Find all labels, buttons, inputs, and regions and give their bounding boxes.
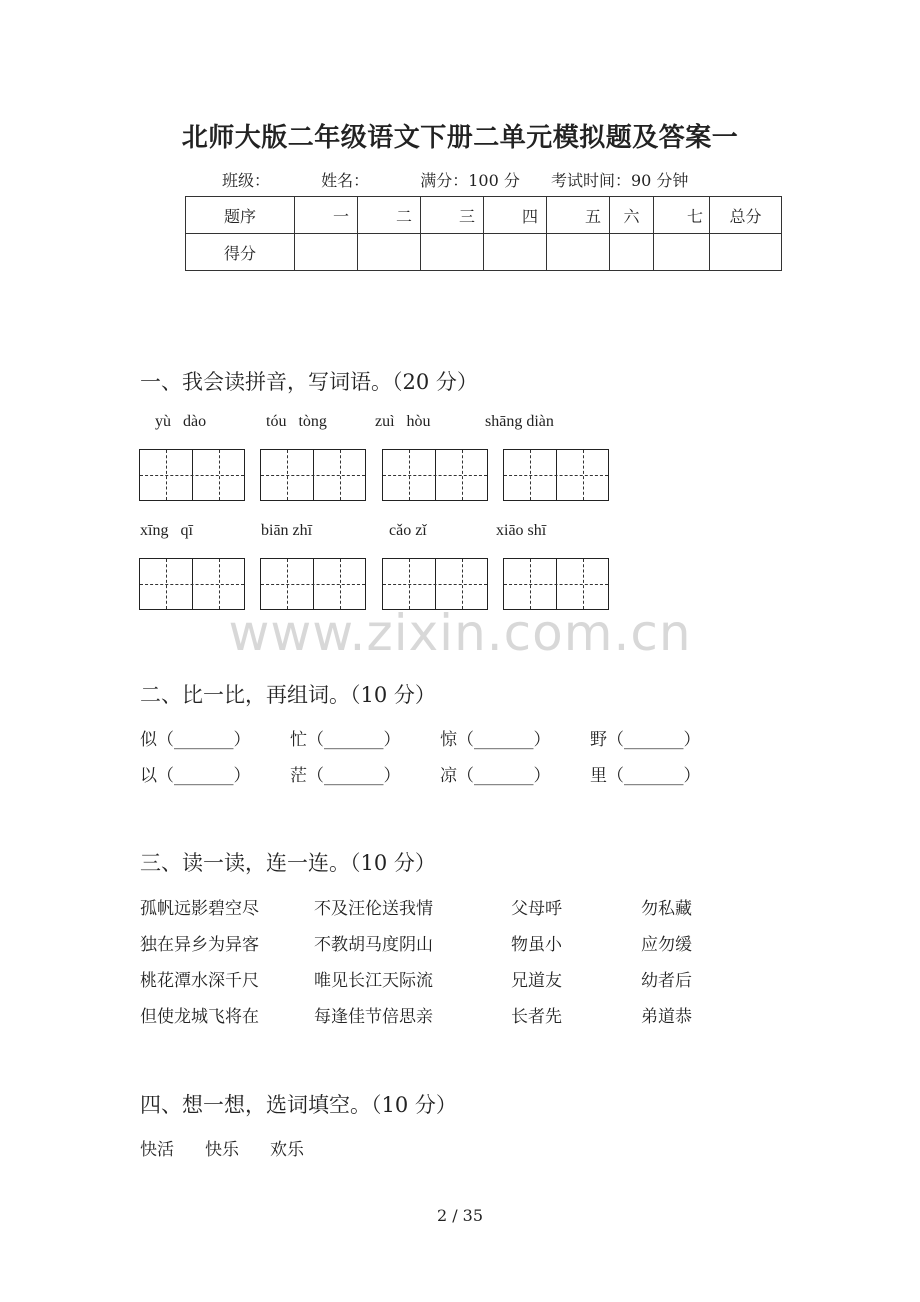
match-item[interactable]: 不教胡马度阴山 [314, 935, 433, 955]
writing-grid[interactable] [503, 558, 609, 610]
score-cell[interactable] [654, 234, 710, 271]
word-blank[interactable]: 茫（_______） [290, 766, 401, 786]
pinyin: xīng qī [140, 522, 193, 539]
match-item[interactable]: 不及汪伦送我情 [314, 899, 433, 919]
match-item[interactable]: 应勿缓 [641, 935, 692, 955]
word-option: 快活 [140, 1140, 174, 1160]
word-blank[interactable]: 里（_______） [590, 766, 701, 786]
word-blank[interactable]: 惊（_______） [440, 730, 551, 750]
row-label: 得分 [186, 234, 295, 271]
score-cell[interactable] [610, 234, 654, 271]
score-cell[interactable] [710, 234, 782, 271]
pinyin: shāng diàn [485, 413, 554, 430]
header-cell: 总分 [710, 197, 782, 234]
section1-heading: 一、我会读拼音，写词语。（20 分） [140, 370, 478, 394]
word-blank[interactable]: 凉（_______） [440, 766, 551, 786]
score-cell[interactable] [547, 234, 610, 271]
exam-time: 考试时间：90 分钟 [550, 171, 689, 190]
match-item[interactable]: 物虽小 [511, 935, 562, 955]
word-blank[interactable]: 以（_______） [140, 766, 251, 786]
class-label: 班级： [222, 171, 271, 190]
match-item[interactable]: 幼者后 [641, 971, 692, 991]
pinyin: zuì hòu [375, 413, 431, 430]
page-title: 北师大版二年级语文下册二单元模拟题及答案一 [181, 123, 739, 153]
score-cell[interactable] [421, 234, 484, 271]
writing-grid[interactable] [382, 449, 488, 501]
word-blank[interactable]: 忙（_______） [290, 730, 401, 750]
section2-heading: 二、比一比，再组词。（10 分） [140, 683, 436, 707]
pinyin: cǎo zǐ [389, 522, 427, 539]
match-item[interactable]: 兄道友 [511, 971, 562, 991]
header-cell: 五 [547, 197, 610, 234]
match-item[interactable]: 桃花潭水深千尺 [140, 971, 259, 991]
score-table-header [186, 197, 782, 234]
header-cell: 三 [421, 197, 484, 234]
match-item[interactable]: 弟道恭 [641, 1007, 692, 1027]
full-score: 满分：100 分 [420, 171, 520, 190]
writing-grid[interactable] [503, 449, 609, 501]
word-blank[interactable]: 似（_______） [140, 730, 251, 750]
section3-heading: 三、读一读，连一连。（10 分） [140, 851, 436, 875]
writing-grid[interactable] [139, 449, 245, 501]
word-option: 欢乐 [270, 1140, 304, 1160]
pinyin: biān zhī [261, 522, 313, 539]
match-item[interactable]: 父母呼 [511, 899, 562, 919]
score-cell[interactable] [358, 234, 421, 271]
section4-heading: 四、想一想，选词填空。（10 分） [140, 1093, 457, 1117]
word-blank[interactable]: 野（_______） [590, 730, 701, 750]
pinyin: tóu tòng [266, 413, 327, 430]
match-item[interactable]: 但使龙城飞将在 [140, 1007, 259, 1027]
header-cell: 二 [358, 197, 421, 234]
score-table-row [186, 234, 782, 271]
match-item[interactable]: 长者先 [511, 1007, 562, 1027]
header-cell: 一 [295, 197, 358, 234]
match-item[interactable]: 孤帆远影碧空尽 [140, 899, 259, 919]
score-cell[interactable] [484, 234, 547, 271]
header-cell: 四 [484, 197, 547, 234]
page-number: 2 / 35 [436, 1206, 484, 1225]
match-item[interactable]: 每逢佳节倍思亲 [314, 1007, 433, 1027]
score-table [185, 196, 782, 271]
match-item[interactable]: 独在异乡为异客 [140, 935, 259, 955]
match-item[interactable]: 勿私藏 [641, 899, 692, 919]
writing-grid[interactable] [139, 558, 245, 610]
watermark: www.zixin.com.cn [228, 604, 692, 662]
writing-grid[interactable] [260, 449, 366, 501]
score-cell[interactable] [295, 234, 358, 271]
exam-info [222, 168, 714, 191]
header-cell: 七 [654, 197, 710, 234]
writing-grid[interactable] [382, 558, 488, 610]
word-option: 快乐 [205, 1140, 239, 1160]
writing-grid[interactable] [260, 558, 366, 610]
header-cell: 六 [610, 197, 654, 234]
header-cell: 题序 [186, 197, 295, 234]
match-item[interactable]: 唯见长江天际流 [314, 971, 433, 991]
pinyin: yù dào [155, 413, 207, 430]
pinyin: xiāo shī [496, 522, 547, 539]
name-label: 姓名： [321, 171, 370, 190]
